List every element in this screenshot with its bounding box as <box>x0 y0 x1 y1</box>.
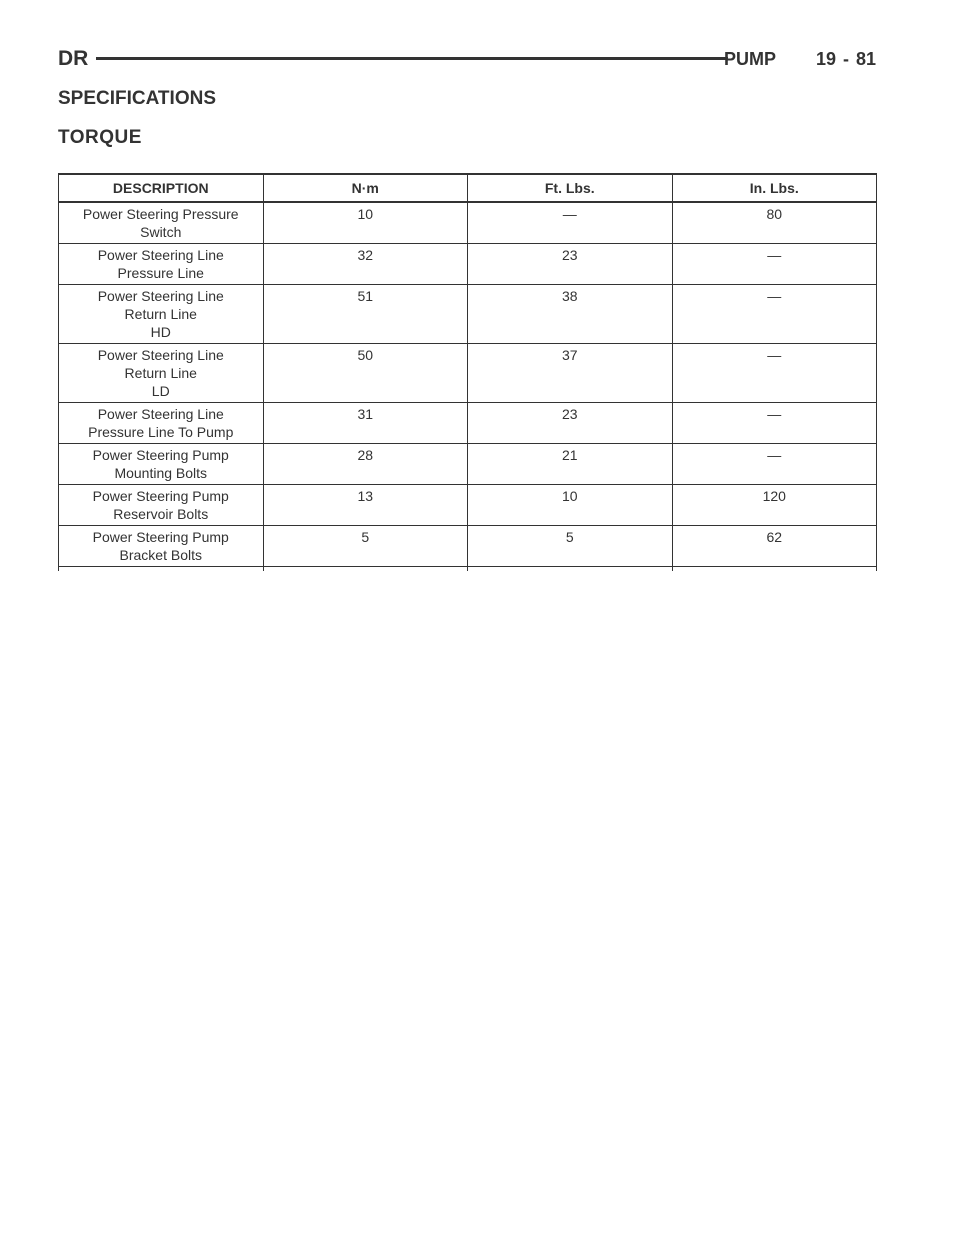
description-line: Pressure Line To Pump <box>88 424 234 440</box>
description-line: Pressure Line <box>117 265 204 281</box>
description-line: LD <box>151 383 170 399</box>
table-row <box>59 526 877 567</box>
cell-ft-lbs: 21 <box>468 444 673 485</box>
description-line: Power Steering Pressure <box>82 206 239 222</box>
column-header-ft-lbs: Ft. Lbs. <box>468 174 673 202</box>
table-row <box>59 285 877 344</box>
cell-in-lbs: — <box>672 444 877 485</box>
torque-spec-table <box>58 173 877 571</box>
cell-in-lbs: 80 <box>672 202 877 244</box>
cell-description <box>59 244 264 285</box>
description-line: Bracket Bolts <box>119 547 202 563</box>
description-line: Power Steering Line <box>97 347 224 363</box>
cell-description <box>59 403 264 444</box>
description-line: Mounting Bolts <box>114 465 208 481</box>
cell-ft-lbs: — <box>468 202 673 244</box>
cell-nm: 50 <box>263 344 468 403</box>
table-row <box>59 344 877 403</box>
cell-description <box>59 344 264 403</box>
cell-nm: 13 <box>263 485 468 526</box>
cell-ft-lbs: 38 <box>468 285 673 344</box>
cell-nm: 5 <box>263 526 468 567</box>
table-row <box>59 244 877 285</box>
description-line: Return Line <box>124 365 197 381</box>
cell-ft-lbs: 5 <box>468 526 673 567</box>
cell-in-lbs: — <box>672 244 877 285</box>
tail-tick <box>468 567 673 572</box>
tail-tick <box>672 567 877 572</box>
cell-nm: 32 <box>263 244 468 285</box>
cell-nm: 51 <box>263 285 468 344</box>
table-header-row <box>59 174 877 202</box>
column-header-nm: N·m <box>263 174 468 202</box>
subsection-heading: TORQUE <box>58 127 142 148</box>
cell-nm: 31 <box>263 403 468 444</box>
cell-ft-lbs: 23 <box>468 403 673 444</box>
cell-description <box>59 526 264 567</box>
header-page-number: 19 - 81 <box>815 49 876 69</box>
column-header-in-lbs: In. Lbs. <box>672 174 877 202</box>
description-line: Power Steering Line <box>97 288 224 304</box>
header-rule <box>96 57 728 60</box>
description-line: Switch <box>140 224 182 240</box>
cell-description <box>59 202 264 244</box>
description-line: Power Steering Pump <box>92 447 229 463</box>
tail-tick <box>263 567 468 572</box>
cell-in-lbs: — <box>672 403 877 444</box>
description-line: Power Steering Line <box>97 247 224 263</box>
table-row <box>59 444 877 485</box>
description-line: Power Steering Line <box>97 406 224 422</box>
column-header-description: DESCRIPTION <box>59 174 264 202</box>
table-tail-ticks <box>59 567 877 572</box>
page-header <box>58 44 876 74</box>
section-heading: SPECIFICATIONS <box>58 88 216 109</box>
cell-in-lbs: 62 <box>672 526 877 567</box>
cell-ft-lbs: 10 <box>468 485 673 526</box>
cell-description <box>59 444 264 485</box>
tail-tick <box>59 567 264 572</box>
description-line: Return Line <box>124 306 197 322</box>
cell-nm: 10 <box>263 202 468 244</box>
cell-description <box>59 285 264 344</box>
cell-nm: 28 <box>263 444 468 485</box>
header-model-code: DR <box>58 47 89 70</box>
cell-ft-lbs: 23 <box>468 244 673 285</box>
cell-in-lbs: — <box>672 285 877 344</box>
cell-description <box>59 485 264 526</box>
description-line: HD <box>150 324 171 340</box>
table-row <box>59 485 877 526</box>
description-line: Power Steering Pump <box>92 529 229 545</box>
table-row <box>59 403 877 444</box>
cell-in-lbs: — <box>672 344 877 403</box>
header-section-title: PUMP <box>723 49 776 69</box>
description-line: Power Steering Pump <box>92 488 229 504</box>
table-row <box>59 202 877 244</box>
description-line: Reservoir Bolts <box>113 506 209 522</box>
cell-in-lbs: 120 <box>672 485 877 526</box>
cell-ft-lbs: 37 <box>468 344 673 403</box>
